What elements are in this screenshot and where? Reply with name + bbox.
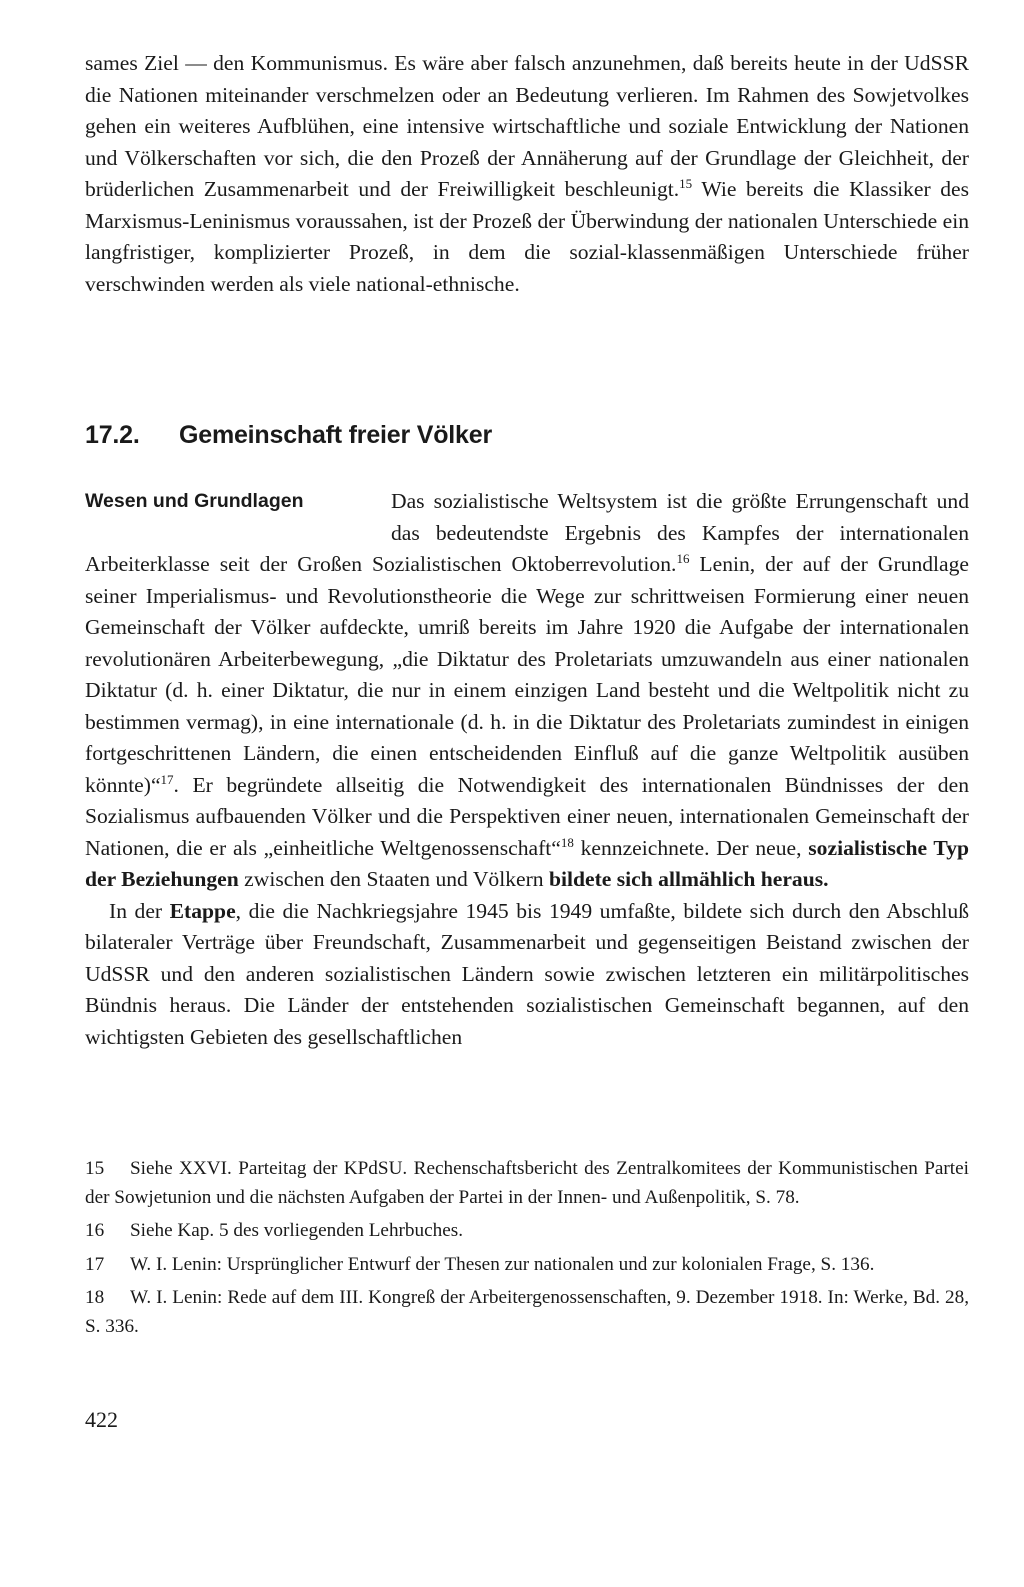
- footnote-number: 16: [85, 1220, 105, 1241]
- section-body: [85, 486, 969, 1053]
- footnote: [85, 1155, 969, 1212]
- bold-term: bildete sich allmählich heraus.: [549, 867, 829, 891]
- bold-term: Etappe: [169, 898, 236, 923]
- footnote-ref[interactable]: 17: [160, 771, 174, 787]
- footnote-ref[interactable]: 16: [676, 551, 690, 566]
- paragraph-text: . Er begründete allseitig die Notwendigkeit des internationalen Bündnisses der den Sozialismus aufbauenden Völker und die Perspektiven einer neuen, internationalen Gemeinschaft der Nationen, die er als „einheitliche Weltgenossenschaft“: [85, 772, 969, 860]
- footnotes: [85, 1155, 969, 1346]
- footnote-text: W. I. Lenin: Ursprünglicher Entwurf der Thesen zur nationalen und zur kolonialen Frage, S. 136.: [130, 1253, 875, 1275]
- footnote-ref[interactable]: 18: [560, 834, 574, 850]
- paragraph-text: Wie bereits die Klassiker des Marxismus-Leninismus voraussahen, ist der Prozeß der Überwindung der nationalen Unterschiede ein langfristiger, komplizierter Prozeß, in dem die sozial-klassenmäßigen Unterschiede früher verschwinden werden als viele national-ethnische.: [85, 177, 969, 296]
- footnote-number: 15: [85, 1158, 105, 1179]
- footnote: [85, 1284, 969, 1341]
- paragraph-text: Lenin, der auf der Grundlage seiner Imperialismus- und Revolutionstheorie die Wege zur schrittweisen Formierung einer neuen Gemeinschaft der Völker aufdeckte, umriß bereits im Jahre 1920 die Aufgabe der internationalen revolutionären Arbeiterbewegung, „die Diktatur des Proletariats umzuwandeln aus einer nationalen Diktatur (d. h. einer Diktatur, die nur in einem einzigen Land besteht und die Weltpolitik nicht zu bestimmen vermag), in eine internationale (d. h. in die Diktatur des Proletariats zumindest in einigen fortgeschrittenen Ländern, die einen entscheidenden Einfluß auf die ganze Weltpolitik ausüben könnte)“: [85, 552, 969, 797]
- footnote-text: W. I. Lenin: Rede auf dem III. Kongreß der Arbeitergenossenschaften, 9. Dezember 1918. In: Werke, Bd. 28, S. 336.: [85, 1287, 969, 1337]
- paragraph-text: kennzeichnete. Der neue,: [573, 835, 809, 860]
- footnote-text: Siehe Kap. 5 des vorliegenden Lehrbuches.: [130, 1220, 464, 1241]
- footnote: [85, 1251, 969, 1280]
- paragraph: [85, 896, 969, 1054]
- section-heading: [85, 421, 492, 450]
- section-title: Gemeinschaft freier Völker: [179, 421, 492, 449]
- paragraph-text: In der: [109, 898, 170, 923]
- section-number: 17.2.: [85, 421, 140, 449]
- paragraph: [85, 48, 969, 300]
- footnote-number: 17: [85, 1253, 105, 1275]
- bold-term: sozialistische Typ der Beziehungen: [85, 835, 969, 891]
- paragraph-text: zwischen den Staaten und Völkern: [238, 867, 549, 891]
- paragraph-text: sames Ziel — den Kommunismus. Es wäre aber falsch anzunehmen, daß bereits heute in der UdSSR die Nationen miteinander verschmelzen oder an Bedeutung verlieren. Im Rahmen des Sowjetvolkes gehen ein weiteres Aufblühen, eine intensive wirtschaftliche und soziale Entwicklung der Nationen und Völkerschaften vor sich, die den Prozeß der Annäherung auf der Grundlage der Gleichheit, der brüderlichen Zusammenarbeit und der Freiwilligkeit beschleunigt.: [85, 51, 969, 201]
- footnote-ref[interactable]: 15: [679, 176, 693, 191]
- paragraph-text: , die die Nachkriegsjahre 1945 bis 1949 umfaßte, bildete sich durch den Abschluß bilateraler Verträge über Freundschaft, Zusammenarbeit und gegenseitigen Beistand zwischen der UdSSR und den anderen sozialistischen Ländern sowie zwischen letzteren ein militärpolitisches Bündnis heraus. Die Länder der entstehenden sozialistischen Gemeinschaft begannen, auf den wichtigsten Gebieten des gesellschaftlichen: [85, 898, 970, 1049]
- intro-paragraph: [85, 48, 969, 300]
- footnote-text: Siehe XXVI. Parteitag der KPdSU. Rechenschaftsbericht des Zentralkomitees der Kommunistischen Partei der Sowjetunion und die nächsten Aufgaben der Partei in der Innen- und Außenpolitik, S. 78.: [85, 1158, 969, 1208]
- margin-heading: Wesen und Grundlagen: [85, 490, 304, 512]
- page-number: 422: [85, 1407, 118, 1432]
- paragraph: [85, 486, 969, 896]
- paragraph-text: Das sozialistische Weltsystem ist die größte Errungenschaft und das bedeutendste Ergebnis des Kampfes der internationalen Arbeiterklasse seit der Großen Sozialistischen Oktoberrevolution.: [85, 489, 969, 576]
- footnote: [85, 1217, 969, 1246]
- footnote-number: 18: [85, 1287, 105, 1308]
